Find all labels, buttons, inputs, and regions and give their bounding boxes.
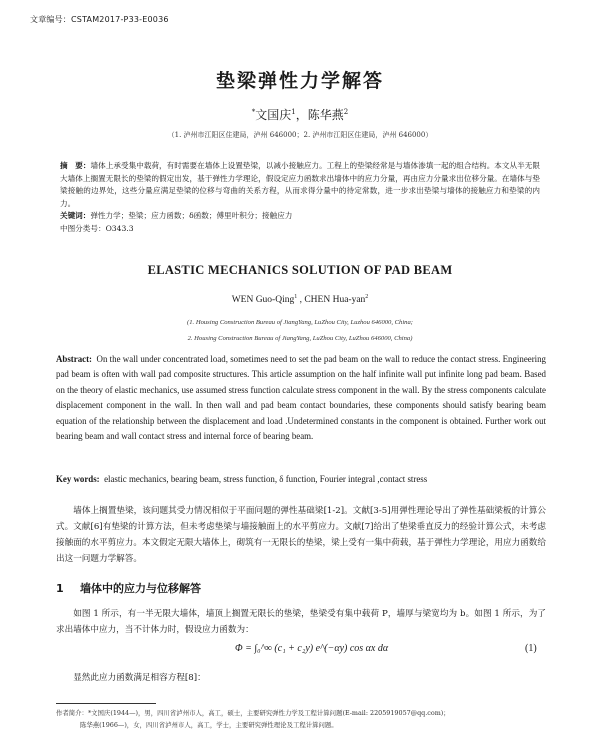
- author-2: 陈华燕: [307, 108, 344, 122]
- document-id: 文章编号：CSTAM2017-P33-E0036: [30, 15, 169, 24]
- body-paragraph-1: 墙体上搁置垫梁，该问题其受力情况相似于平面问题的弹性基础梁[1-2]。文献[3-5]用弹性理论导出了弹性基础梁板的计算公式。文献[6]有垫梁的计算方法，但未考虑垫梁与墙接触面上的水平剪应力。文献[7]给出了垫梁垂直反力的经验计算公式，未考虑接触面的水平剪应力。本文假定无限大墙体上，砌筑有一无限长的垫梁，梁上受有一集中荷载，基于弹性力学理论，用应力函数给出这一问题力学解答。: [56, 506, 546, 564]
- section-heading-1: [56, 580, 201, 596]
- english-abstract: [56, 352, 546, 444]
- footnote-2: 陈华燕(1966—)，女，四川省泸州市人，高工，学士，主要研究弹性理论及工程计算问题。: [80, 721, 338, 729]
- body-paragraph-2: 如图 1 所示，有一半无限大墙体，墙顶上搁置无限长的垫梁，垫梁受有集中载荷 P，墙厚与梁宽均为 b。如图 1 所示，为了求出墙体中应力，当不计体力时，假设应力函数为：: [56, 609, 546, 635]
- en-keywords-label: Key words:: [56, 474, 100, 484]
- equation-number: (1): [525, 643, 537, 654]
- footnote-1: 作者简介：*文国庆(1944—)，男，四川省泸州市人，高工，硕士，主要研究弹性力学及工程计算问题(E-mail: 2205919057@qq.com)；: [56, 709, 450, 717]
- english-affiliation-2: 2. Housing Construction Bureau of JiangYang, LuZhou City, LuZhou 646000, China): [187, 335, 413, 342]
- chinese-abstract: [60, 160, 540, 210]
- chinese-abstract-block: [60, 160, 540, 235]
- en-abstract-label: Abstract:: [56, 354, 92, 364]
- chinese-authors: [0, 106, 600, 123]
- author-separator: ，: [295, 108, 308, 122]
- clc-value: O343.3: [105, 223, 134, 233]
- en-author-2: CHEN Hua-yan: [304, 295, 366, 306]
- chinese-title: 垫梁弹性力学解答: [215, 70, 384, 92]
- en-author-1: WEN Guo-Qing: [231, 295, 295, 306]
- author-1-sup: 1: [291, 108, 296, 116]
- clc-label: 中图分类号：: [60, 223, 106, 233]
- chinese-keywords: [60, 210, 540, 223]
- en-author-2-sup: 2: [365, 294, 369, 300]
- footnote-divider: [56, 703, 156, 704]
- section-number: 1: [56, 582, 64, 595]
- en-author-1-sup: 1: [294, 294, 298, 300]
- abstract-text: 墙体上承受集中载荷，有时需要在墙体上设置垫梁，以减小接触应力。工程上的垫梁经常是与墙体渗填一起的组合结构。本文从半无限大墙体上搁置无限长的垫梁的假定出发，基于弹性力学理论，假设定应力函数求出墙体中的应力分量，再由应力分量求出位移分量。在墙体与垫梁接触的边界处，这些分量应满足垫梁的位移与弯曲的关系方程，从而求得分量中的待定常数，进一步求出垫梁与墙体的接触应力和垫梁的内力。: [60, 161, 540, 208]
- abstract-label: 摘 要：: [60, 161, 91, 170]
- en-abstract-text: On the wall under concentrated load, sometimes need to set the pad beam on the wall to reduce the contact stress. Engineering pad beam is often with wall pad composite structures. This article assumption on the half infinite wall put infinite long pad beam. Based on the theory of elastic mechanics, use assumed stress function calculate stress component in the wall. By the stress components calculate displacement component in the wall. In then wall and pad beam contact boundaries, these components should satisfy bearing beam equation of the relationship between the displacement and load .Undetermined constants in the component is obtained. Further work out bearing beam and wall contact stress and internal force of bearing beam.: [56, 354, 546, 442]
- english-title: ELASTIC MECHANICS SOLUTION OF PAD BEAM: [147, 263, 453, 277]
- english-affiliation-1: (1. Housing Construction Bureau of JiangYang, LuZhou City, Luzhou 646000, China;: [187, 319, 413, 326]
- author-1: 文国庆: [255, 108, 292, 122]
- chinese-clc: [60, 223, 540, 236]
- en-keywords-text: elastic mechanics, bearing beam, stress function, δ function, Fourier integral ,contact stress: [104, 474, 428, 484]
- keywords-text: 弹性力学；垫梁；应力函数；δ函数；傅里叶积分；接触应力: [90, 211, 293, 220]
- section-title: 墙体中的应力与位移解答: [80, 582, 201, 595]
- english-keywords: [56, 474, 546, 484]
- equation-expression: Φ = ∫₀^∞ (c₁ + c₂y) e^(−αy) cos αx dα: [235, 643, 389, 654]
- keywords-label: 关键词：: [60, 211, 91, 220]
- english-authors: [0, 294, 600, 305]
- chinese-affiliation: （1. 泸州市江阳区住建局，泸州 646000；2. 泸州市江阳区住建局，泸州 646000）: [167, 131, 433, 139]
- corresponding-mark: *: [251, 108, 256, 116]
- en-author-separator: ,: [297, 295, 305, 306]
- author-2-sup: 2: [343, 108, 349, 116]
- body-paragraph-3: 显然此应力函数满足相容方程[8]：: [73, 673, 206, 683]
